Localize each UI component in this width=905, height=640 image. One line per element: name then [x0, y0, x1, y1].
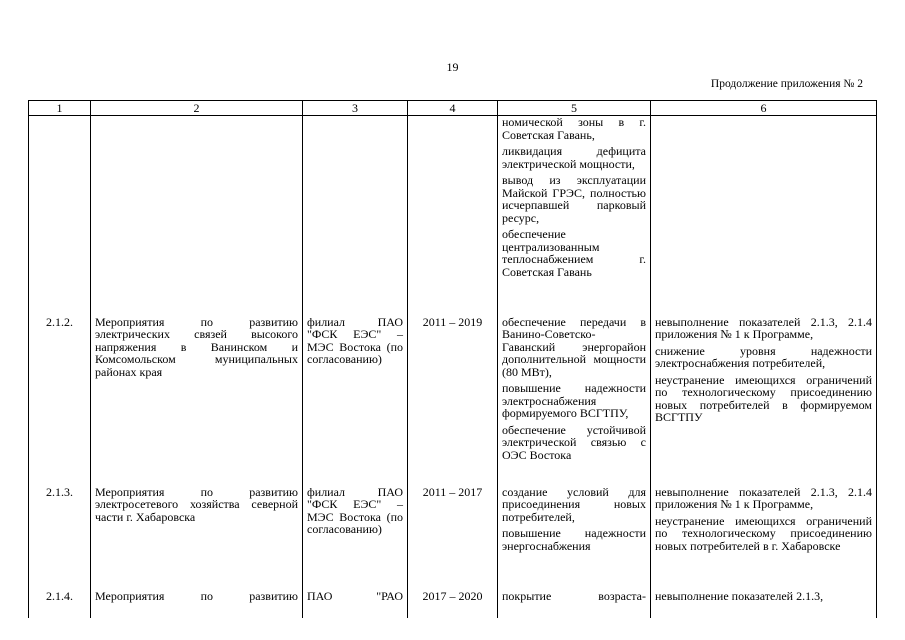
outcome-item: покрытие возраста- — [502, 588, 646, 603]
years: 2011 – 2017 — [408, 484, 498, 588]
column-header: 2 — [91, 101, 303, 116]
executor: ПАО "РАО — [303, 588, 408, 618]
table-row — [29, 484, 877, 588]
outcomes-cell — [498, 588, 651, 618]
continuation-label: Продолжение приложения № 2 — [710, 78, 863, 90]
outcome-item: ликвидация дефицита электрической мощности, — [502, 144, 646, 171]
outcome-item: номической зоны в г. Советская Гавань, — [502, 115, 646, 142]
consequence-item: невыполнение показателей 2.1.3, — [655, 588, 824, 603]
executor: филиал ПАО "ФСК ЕЭС" – МЭС Востока (по согласованию) — [303, 314, 408, 484]
table-row — [29, 116, 877, 314]
consequence-item: неустранение имеющихся ограничений по технологическому присоединению новых потребителей в формируемом ВСГТПУ — [655, 372, 872, 424]
consequence-item: снижение уровня надежности электроснабжения потребителей, — [655, 343, 872, 370]
outcomes-cell — [498, 484, 651, 588]
table-row — [29, 588, 877, 618]
consequences-cell — [651, 484, 877, 588]
outcome-item: обеспечение централизованным теплоснабжением г. Советская Гавань — [502, 227, 646, 279]
outcome-item: вывод из эксплуатации Майской ГРЭС, полностью исчерпавшей парковый ресурс, — [502, 173, 646, 225]
consequences-cell — [651, 314, 877, 484]
consequences-cell — [651, 588, 877, 618]
column-header: 5 — [498, 101, 651, 116]
item-number: 2.1.4. — [29, 588, 91, 618]
item-number: 2.1.3. — [29, 484, 91, 588]
outcomes-cell — [498, 314, 651, 484]
page-number: 19 — [446, 60, 459, 74]
column-header: 6 — [651, 101, 877, 116]
table-row — [29, 314, 877, 484]
measure-name: Мероприятия по развитию электрических связей высокого напряжения в Ванинском и Комсомольском муниципальных районах края — [91, 314, 303, 484]
outcome-item: обеспечение устойчивой электрической связью с ОЭС Востока — [502, 422, 646, 462]
column-header: 4 — [408, 101, 498, 116]
column-header: 3 — [303, 101, 408, 116]
outcome-item: создание условий для присоединения новых потребителей, — [502, 484, 646, 524]
consequence-item: невыполнение показателей 2.1.3, 2.1.4 приложения № 1 к Программе, — [655, 484, 872, 511]
outcome-item: обеспечение передачи в Ванино-Советско-Гаванский энергорайон дополнительной мощности (80 МВт), — [502, 314, 646, 379]
item-number: 2.1.2. — [29, 314, 91, 484]
outcome-item: повышение надежности энергоснабжения — [502, 526, 646, 553]
consequence-item: неустранение имеющихся ограничений по технологическому присоединению новых потребителей в г. Хабаровске — [655, 513, 872, 553]
measure-name: Мероприятия по развитию — [91, 588, 303, 618]
measure-name: Мероприятия по развитию электросетевого хозяйства северной части г. Хабаровска — [91, 484, 303, 588]
years: 2017 – 2020 — [408, 588, 498, 618]
outcomes-cell — [498, 116, 651, 314]
years: 2011 – 2019 — [408, 314, 498, 484]
consequence-item: невыполнение показателей 2.1.3, 2.1.4 приложения № 1 к Программе, — [655, 314, 872, 341]
column-header: 1 — [29, 101, 91, 116]
column-number-row — [29, 101, 877, 116]
program-table — [28, 100, 877, 618]
outcome-item: повышение надежности электроснабжения формируемого ВСГТПУ, — [502, 381, 646, 420]
executor: филиал ПАО "ФСК ЕЭС" – МЭС Востока (по согласованию) — [303, 484, 408, 588]
